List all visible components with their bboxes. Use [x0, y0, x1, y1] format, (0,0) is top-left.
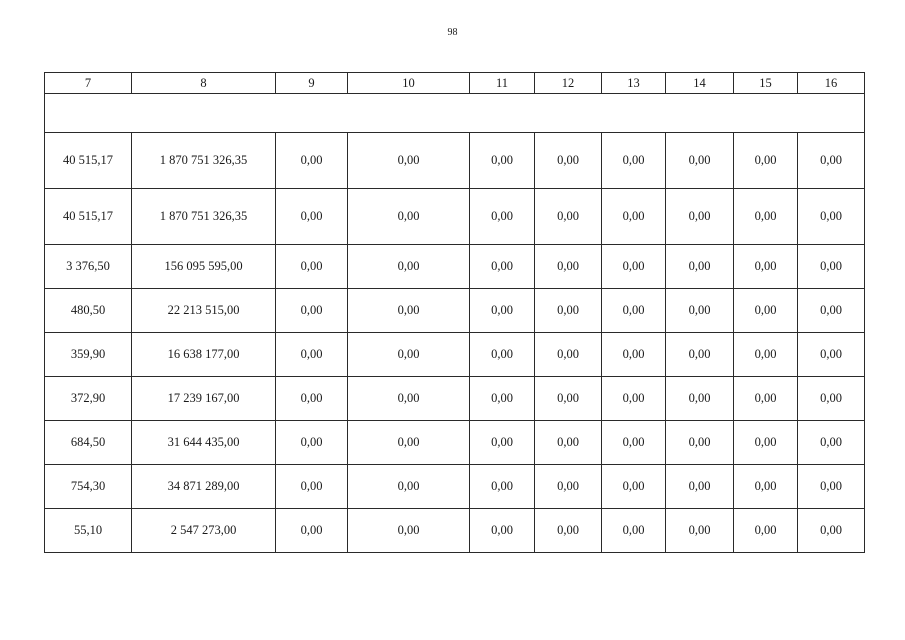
column-header: 9	[276, 73, 348, 94]
table-row	[45, 465, 865, 509]
table-cell: 0,00	[798, 133, 865, 189]
table-cell: 0,00	[348, 133, 470, 189]
table-cell: 0,00	[602, 245, 666, 289]
table-cell: 0,00	[666, 245, 734, 289]
table-cell: 0,00	[535, 333, 602, 377]
table-cell: 0,00	[602, 289, 666, 333]
table-cell: 17 239 167,00	[132, 377, 276, 421]
table-cell: 31 644 435,00	[132, 421, 276, 465]
table-cell: 0,00	[348, 509, 470, 553]
table-cell: 0,00	[602, 509, 666, 553]
table-cell: 359,90	[45, 333, 132, 377]
table-cell: 0,00	[348, 189, 470, 245]
table-cell: 0,00	[798, 189, 865, 245]
column-header: 12	[535, 73, 602, 94]
table-cell: 0,00	[666, 421, 734, 465]
table-cell: 0,00	[276, 133, 348, 189]
table-cell: 0,00	[276, 333, 348, 377]
column-header: 8	[132, 73, 276, 94]
table-cell: 40 515,17	[45, 189, 132, 245]
table-cell: 372,90	[45, 377, 132, 421]
table-cell: 0,00	[348, 333, 470, 377]
table-cell: 0,00	[666, 465, 734, 509]
table-cell: 0,00	[535, 289, 602, 333]
table-cell: 0,00	[276, 289, 348, 333]
table-cell: 0,00	[666, 289, 734, 333]
page-number: 98	[447, 27, 458, 38]
table-cell: 0,00	[276, 509, 348, 553]
table-cell: 480,50	[45, 289, 132, 333]
table-cell: 156 095 595,00	[132, 245, 276, 289]
table-cell: 0,00	[470, 289, 535, 333]
table-cell: 0,00	[535, 133, 602, 189]
table-cell: 0,00	[666, 133, 734, 189]
table-cell: 0,00	[734, 465, 798, 509]
table-row	[45, 245, 865, 289]
table-cell: 0,00	[470, 421, 535, 465]
table-row	[45, 421, 865, 465]
table-cell: 0,00	[734, 333, 798, 377]
column-header: 15	[734, 73, 798, 94]
empty-row	[45, 94, 865, 133]
table-cell: 0,00	[798, 377, 865, 421]
table-cell: 0,00	[276, 421, 348, 465]
table-cell: 0,00	[734, 133, 798, 189]
table-cell: 0,00	[348, 421, 470, 465]
table-cell: 0,00	[535, 465, 602, 509]
table-row	[45, 133, 865, 189]
table-cell: 0,00	[470, 465, 535, 509]
table-cell: 0,00	[666, 509, 734, 553]
table-cell: 55,10	[45, 509, 132, 553]
table-cell: 0,00	[470, 133, 535, 189]
table-cell: 0,00	[276, 465, 348, 509]
table-row	[45, 509, 865, 553]
column-header: 16	[798, 73, 865, 94]
table-cell: 0,00	[798, 509, 865, 553]
table-cell: 0,00	[798, 421, 865, 465]
table-cell: 0,00	[798, 289, 865, 333]
table-cell: 0,00	[470, 333, 535, 377]
table-cell: 0,00	[798, 333, 865, 377]
table-cell: 0,00	[535, 421, 602, 465]
table-cell: 0,00	[734, 289, 798, 333]
table-cell: 0,00	[734, 509, 798, 553]
table-row	[45, 189, 865, 245]
table-cell: 0,00	[276, 189, 348, 245]
data-table	[44, 72, 865, 553]
table-cell: 0,00	[276, 377, 348, 421]
table-cell: 0,00	[535, 189, 602, 245]
table-cell: 0,00	[470, 245, 535, 289]
table-cell: 0,00	[470, 189, 535, 245]
table-cell: 3 376,50	[45, 245, 132, 289]
table-row	[45, 377, 865, 421]
column-header: 14	[666, 73, 734, 94]
column-header: 7	[45, 73, 132, 94]
table-cell: 22 213 515,00	[132, 289, 276, 333]
table-cell: 0,00	[734, 377, 798, 421]
table-row	[45, 333, 865, 377]
table-cell: 0,00	[602, 421, 666, 465]
table-cell: 0,00	[798, 465, 865, 509]
table-cell: 0,00	[535, 509, 602, 553]
column-header: 13	[602, 73, 666, 94]
table-cell: 0,00	[276, 245, 348, 289]
table-cell: 2 547 273,00	[132, 509, 276, 553]
table-cell: 40 515,17	[45, 133, 132, 189]
table-cell: 0,00	[535, 245, 602, 289]
table-cell: 0,00	[348, 377, 470, 421]
table-cell: 0,00	[734, 421, 798, 465]
table-cell: 0,00	[734, 189, 798, 245]
header-row	[45, 73, 865, 94]
table-cell: 0,00	[348, 245, 470, 289]
table-cell: 0,00	[602, 133, 666, 189]
table-cell: 0,00	[734, 245, 798, 289]
table-cell: 1 870 751 326,35	[132, 189, 276, 245]
table-cell: 0,00	[470, 377, 535, 421]
table-cell: 1 870 751 326,35	[132, 133, 276, 189]
table-cell: 0,00	[666, 333, 734, 377]
table-cell: 0,00	[602, 465, 666, 509]
table-cell: 0,00	[348, 289, 470, 333]
table-cell: 0,00	[666, 189, 734, 245]
table-row	[45, 289, 865, 333]
table-cell: 0,00	[798, 245, 865, 289]
table-cell: 754,30	[45, 465, 132, 509]
table-cell: 684,50	[45, 421, 132, 465]
table-cell: 16 638 177,00	[132, 333, 276, 377]
table-cell: 34 871 289,00	[132, 465, 276, 509]
table-cell: 0,00	[535, 377, 602, 421]
table-cell: 0,00	[602, 333, 666, 377]
table-cell: 0,00	[666, 377, 734, 421]
table-cell: 0,00	[470, 509, 535, 553]
empty-cell	[45, 94, 865, 133]
table-cell: 0,00	[348, 465, 470, 509]
table-cell: 0,00	[602, 189, 666, 245]
column-header: 10	[348, 73, 470, 94]
column-header: 11	[470, 73, 535, 94]
table-cell: 0,00	[602, 377, 666, 421]
